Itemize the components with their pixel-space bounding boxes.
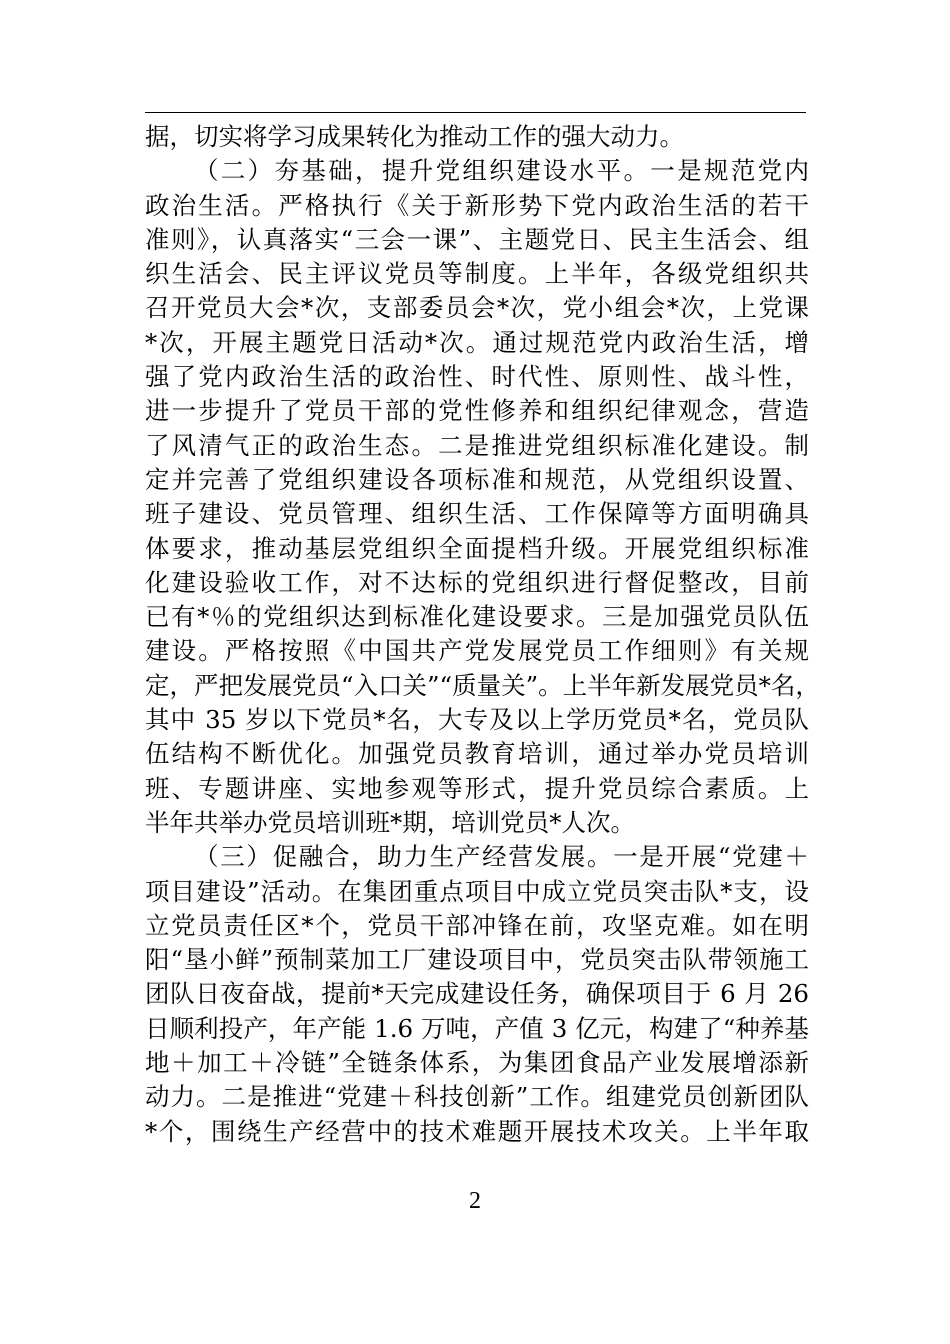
text-line: 伍结构不断优化。加强党员教育培训，通过举办党员培训 [145, 739, 809, 769]
text-line: （二）夯基础，提升党组织建设水平。一是规范党内 [194, 156, 809, 186]
text-line: 据，切实将学习成果转化为推动工作的强大动力。 [145, 122, 684, 151]
text-line: 定，严把发展党员“入口关”“质量关”。上半年新发展党员*名， [145, 670, 820, 700]
text-line: 立党员责任区*个，党员干部冲锋在前，攻坚克难。如在明 [145, 910, 809, 940]
text-line: 项目建设”活动。在集团重点项目中成立党员突击队*支，设 [145, 876, 809, 906]
text-line: 日顺利投产，年产能 1.6 万吨，产值 3 亿元，构建了“种养基 [145, 1013, 809, 1043]
page-number: 2 [469, 1188, 481, 1214]
text-line: 已有*％的党组织达到标准化建设要求。三是加强党员队伍 [145, 602, 809, 632]
text-line: 动力。二是推进“党建＋科技创新”工作。组建党员创新团队 [145, 1082, 809, 1112]
header-rule [145, 112, 806, 113]
text-line: 召开党员大会*次，支部委员会*次，党小组会*次，上党课 [145, 293, 809, 323]
text-line: 班、专题讲座、实地参观等形式，提升党员综合素质。上 [145, 773, 809, 803]
body-text [145, 120, 820, 1149]
text-line: （三）促融合，助力生产经营发展。一是开展“党建＋ [194, 842, 809, 872]
text-line: 其中 35 岁以下党员*名，大专及以上学历党员*名，党员队 [145, 705, 809, 735]
text-line: 建设。严格按照《中国共产党发展党员工作细则》有关规 [145, 636, 809, 666]
text-line: 定并完善了党组织建设各项标准和规范，从党组织设置、 [145, 464, 809, 494]
text-line: 地＋加工＋冷链”全链条体系，为集团食品产业发展增添新 [145, 1048, 809, 1078]
text-line: 准则》，认真落实“三会一课”、主题党日、民主生活会、组 [145, 224, 809, 254]
text-line: 进一步提升了党员干部的党性修养和组织纪律观念，营造 [145, 396, 809, 426]
text-line: 班子建设、党员管理、组织生活、工作保障等方面明确具 [145, 499, 809, 529]
text-line: *个，围绕生产经营中的技术难题开展技术攻关。上半年取 [145, 1116, 809, 1146]
text-line: 政治生活。严格执行《关于新形势下党内政治生活的若干 [145, 190, 809, 220]
text-line: 了风清气正的政治生态。二是推进党组织标准化建设。制 [145, 430, 809, 460]
text-line: 阳“垦小鲜”预制菜加工厂建设项目中，党员突击队带领施工 [145, 945, 809, 975]
text-line: 强了党内政治生活的政治性、时代性、原则性、战斗性， [145, 362, 809, 392]
text-line: 团队日夜奋战，提前*天完成建设任务，确保项目于 6 月 26 [145, 979, 809, 1009]
text-line: 化建设验收工作，对不达标的党组织进行督促整改，目前 [145, 567, 809, 597]
text-line: 半年共举办党员培训班*期，培训党员*人次。 [145, 807, 635, 837]
text-line: 体要求，推动基层党组织全面提档升级。开展党组织标准 [145, 533, 809, 563]
text-line: *次，开展主题党日活动*次。通过规范党内政治生活，增 [145, 327, 809, 357]
text-line: 织生活会、民主评议党员等制度。上半年，各级党组织共 [145, 259, 809, 289]
